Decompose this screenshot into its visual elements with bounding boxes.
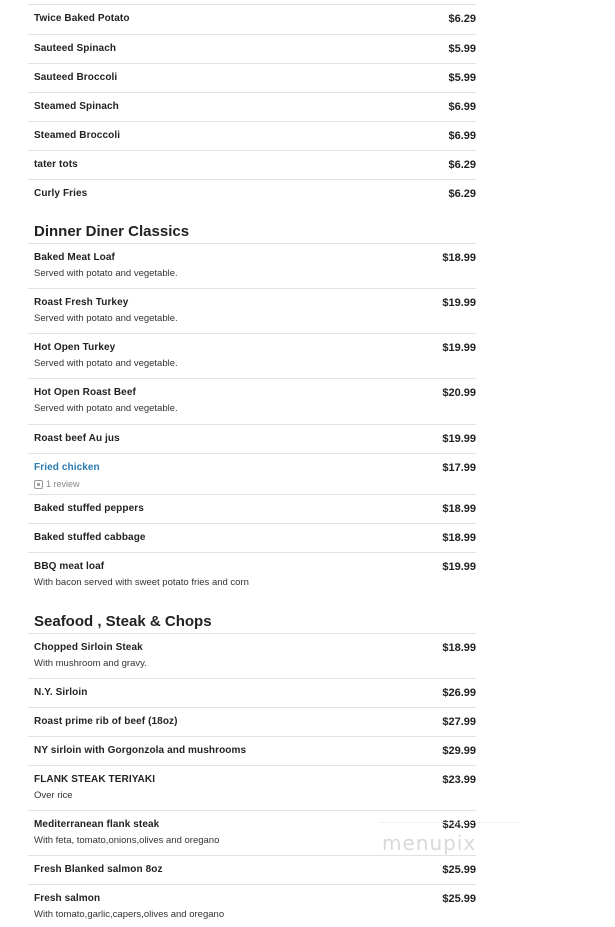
menu-item [28,4,476,34]
item-price: $29.99 [442,745,476,757]
menu-item [28,736,476,765]
menu-item [28,378,476,424]
section-heading: Dinner Diner Classics [34,223,190,240]
menu-item [28,424,476,453]
watermark-logo: menupix [382,831,477,855]
menu-item [28,63,476,92]
menu-item [28,121,476,150]
item-name: Sauteed Broccoli [34,72,118,83]
item-description: With feta, tomato,onions,olives and oregano [34,835,220,846]
menu-item [28,552,476,598]
menu-item [28,494,476,523]
item-name: BBQ meat loaf [34,561,105,572]
watermark-divider [380,822,520,823]
item-price: $19.99 [442,297,476,309]
item-price: $18.99 [442,642,476,654]
menu-item [28,333,476,378]
item-name: Twice Baked Potato [34,13,130,24]
item-name: Mediterranean flank steak [34,819,160,830]
menu-item [28,179,476,208]
item-price: $24.99 [442,819,476,831]
menu-item[interactable] [28,453,476,494]
item-name-link[interactable]: Fried chicken [34,462,100,473]
item-name: FLANK STEAK TERIYAKI [34,774,156,785]
item-name: Roast prime rib of beef (18oz) [34,716,178,727]
item-description: Served with potato and vegetable. [34,313,178,324]
item-price: $6.99 [448,130,476,142]
menu-item [28,34,476,63]
review-link[interactable] [34,479,100,489]
item-price: $19.99 [442,433,476,445]
item-price: $6.99 [448,101,476,113]
item-price: $18.99 [442,252,476,264]
item-description: Served with potato and vegetable. [34,268,178,279]
item-price: $19.99 [442,561,476,573]
menu-item [28,633,476,678]
item-price: $17.99 [442,462,476,474]
item-name: NY sirloin with Gorgonzola and mushrooms [34,745,247,756]
item-price: $20.99 [442,387,476,399]
item-description: With bacon served with sweet potato fries and corn [34,577,249,588]
menu-item [28,707,476,736]
section-header [28,598,476,633]
menu-item [28,150,476,179]
item-name: Fresh Blanked salmon 8oz [34,864,163,875]
item-name: Hot Open Turkey [34,342,116,353]
menu-item [28,523,476,552]
item-price: $6.29 [448,13,476,25]
item-description: Over rice [34,790,73,801]
menu-item [28,243,476,288]
item-price: $27.99 [442,716,476,728]
item-price: $19.99 [442,342,476,354]
item-price: $6.29 [448,188,476,200]
menu-item [28,765,476,810]
menu-item [28,678,476,707]
item-name: Steamed Broccoli [34,130,121,141]
item-name: tater tots [34,159,78,170]
item-name: Baked stuffed peppers [34,503,144,514]
section-header [28,208,476,243]
item-price: $26.99 [442,687,476,699]
item-name: Chopped Sirloin Steak [34,642,143,653]
item-price: $6.29 [448,159,476,171]
menu-item [28,855,476,884]
item-name: Steamed Spinach [34,101,119,112]
review-icon [34,480,43,489]
item-price: $23.99 [442,774,476,786]
item-name: Roast Fresh Turkey [34,297,129,308]
item-description: With mushroom and gravy. [34,658,147,669]
item-price: $25.99 [442,893,476,905]
menu-item [28,92,476,121]
item-name: Baked Meat Loaf [34,252,115,263]
section-heading: Seafood , Steak & Chops [34,613,212,630]
item-name: Roast beef Au jus [34,433,120,444]
menu-item [28,288,476,333]
item-price: $5.99 [448,72,476,84]
item-price: $18.99 [442,532,476,544]
item-price: $25.99 [442,864,476,876]
item-description: Served with potato and vegetable. [34,358,178,369]
item-price: $5.99 [448,43,476,55]
item-name: Sauteed Spinach [34,43,117,54]
review-count[interactable]: 1 review [46,479,80,489]
item-name: N.Y. Sirloin [34,687,88,698]
menu-list [28,4,476,927]
item-description: With tomato,garlic,capers,olives and oregano [34,909,225,920]
item-name: Hot Open Roast Beef [34,387,136,398]
item-description: Served with potato and vegetable. [34,403,178,414]
item-name: Fresh salmon [34,893,101,904]
item-name: Curly Fries [34,188,88,199]
menu-item [28,884,476,927]
item-name: Baked stuffed cabbage [34,532,146,543]
item-price: $18.99 [442,503,476,515]
